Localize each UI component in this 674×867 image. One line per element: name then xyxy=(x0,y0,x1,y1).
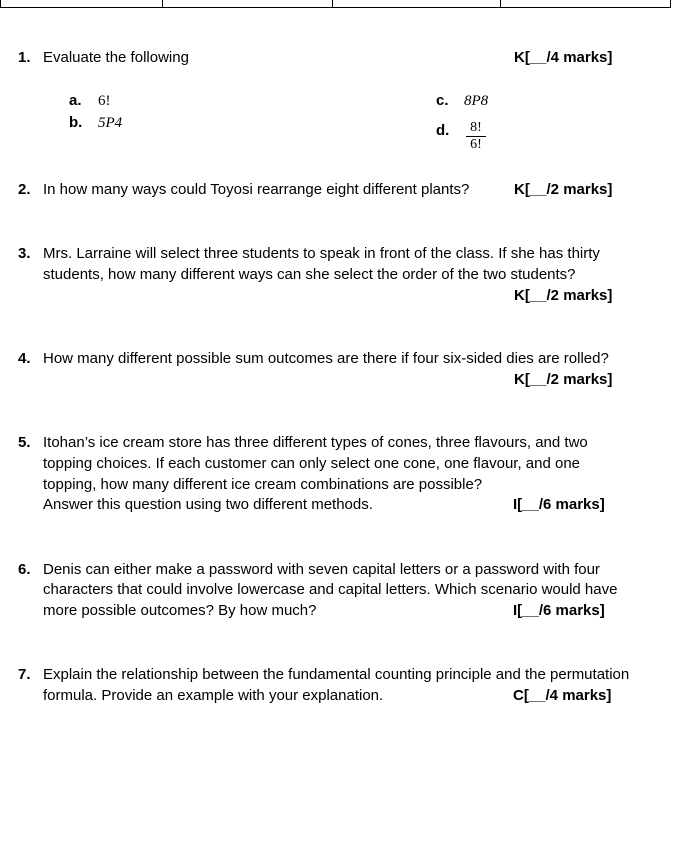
question-1-text: Evaluate the following xyxy=(43,49,189,66)
question-7-line-2: formula. Provide an example with your explanation. xyxy=(43,687,384,704)
question-5-line-1: Itohan’s ice cream store has three different types of cones, three flavours, and two xyxy=(43,434,588,451)
question-2-number: 2. xyxy=(18,181,31,198)
table-divider xyxy=(332,0,333,7)
question-3-line-1: Mrs. Larraine will select three students to speak in front of the class. If she has thirty xyxy=(43,245,600,262)
question-6-marks: I[__/6 marks] xyxy=(513,602,605,619)
question-2-text: In how many ways could Toyosi rearrange eight different plants? xyxy=(43,181,470,198)
table-divider xyxy=(500,0,501,7)
subpart-c-expression: 8P8 xyxy=(464,93,489,109)
subpart-c-label: c. xyxy=(436,92,449,109)
subpart-b-expression: 5P4 xyxy=(98,115,123,131)
question-5-line-4: Answer this question using two different methods. xyxy=(43,496,373,513)
table-divider xyxy=(162,0,163,7)
question-6-line-2: characters that could involve lowercase and capital letters. Which scenario would have xyxy=(43,581,618,598)
subpart-d-fraction xyxy=(466,121,486,152)
question-5-number: 5. xyxy=(18,434,31,451)
subpart-a-label: a. xyxy=(69,92,82,109)
top-table-border xyxy=(0,0,671,8)
question-4-text: How many different possible sum outcomes are there if four six-sided dies are rolled? xyxy=(43,350,609,367)
question-5-line-3: topping, how many different ice cream combinations are possible? xyxy=(43,476,483,493)
question-2-marks: K[__/2 marks] xyxy=(514,181,613,198)
question-7-marks: C[__/4 marks] xyxy=(513,687,612,704)
question-3-number: 3. xyxy=(18,245,31,262)
question-6-number: 6. xyxy=(18,561,31,578)
subpart-d-label: d. xyxy=(436,122,450,139)
question-7-line-1: Explain the relationship between the fundamental counting principle and the permutation xyxy=(43,666,630,683)
question-6-line-3: more possible outcomes? By how much? xyxy=(43,602,317,619)
table-divider xyxy=(0,0,1,7)
question-4-number: 4. xyxy=(18,350,31,367)
subpart-a-expression: 6! xyxy=(98,93,111,109)
question-5-marks: I[__/6 marks] xyxy=(513,496,605,513)
question-3-line-2: students, how many different ways can she select the order of the two students? xyxy=(43,266,576,283)
question-6-line-1: Denis can either make a password with seven capital letters or a password with four xyxy=(43,561,600,578)
question-3-marks: K[__/2 marks] xyxy=(514,287,613,304)
fraction-denominator: 6! xyxy=(470,137,482,152)
subpart-b-label: b. xyxy=(69,114,83,131)
question-5-line-2: topping choices. If each customer can only select one cone, one flavour, and one xyxy=(43,455,581,472)
question-4-marks: K[__/2 marks] xyxy=(514,371,613,388)
question-1-marks: K[__/4 marks] xyxy=(514,49,613,66)
question-1-number: 1. xyxy=(18,49,31,66)
question-7-number: 7. xyxy=(18,666,31,683)
fraction-numerator: 8! xyxy=(470,120,482,135)
